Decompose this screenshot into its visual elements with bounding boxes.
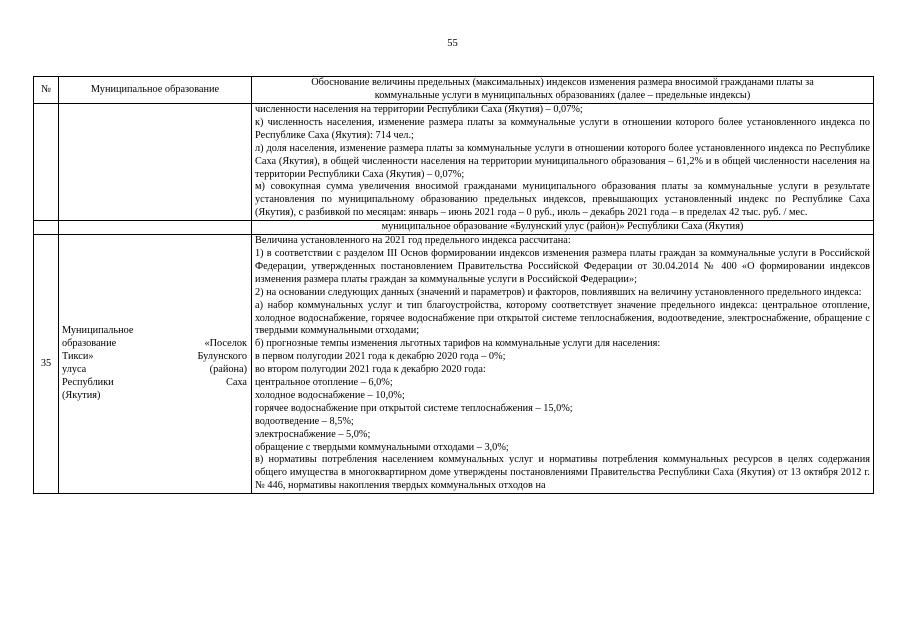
row-35-line-10: горячее водоснабжение при открытой системе теплоснабжения – 15,0%; [255,402,573,414]
row-35-line-3: 2) на основании следующих данных (значений и параметров) и факторов, повлиявших на величину установленного предельного индекса: [255,286,862,298]
table-section-row [34,221,874,235]
continued-line-2: к) численность населения, изменение размера платы за коммунальные услуги в отношении которого более установленного индекса по Республике Саха (Якутия): 714 чел.; [255,116,870,141]
table-row-continued [34,104,874,221]
row-35-line-8: центральное отопление – 6,0%; [255,377,393,389]
row-35-line-9: холодное водоснабжение – 10,0%; [255,389,405,401]
header-municipality: Муниципальное образование [59,77,252,104]
row-35-line-6: в первом полугодии 2021 года к декабрю 2020 года – 0%; [255,351,506,363]
cell-number-empty [34,104,59,221]
row-35-line-2: 1) в соответствии с разделом III Основ формировании индексов изменения размера платы граждан за коммунальные услуги в Российской Федерации, утвержденных постановлением Правительства Российской Федерации от 30.04.2014 № 400 «О формировании индексов изменения размера платы граждан за коммунальные услуги в Российской Федерации»; [255,247,870,285]
section-title: муниципальное образование «Булунский улус (район)» Республики Саха (Якутия) [252,221,874,235]
row-35-line-7: во втором полугодии 2021 года к декабрю 2020 года: [255,364,486,376]
header-justification [252,77,874,104]
row-35-justification [252,235,874,494]
row-35-municipality [59,235,252,494]
row-35-line-14: в) нормативы потребления населением коммунальных услуг и нормативы потребления коммунальных ресурсов в целях содержания общего имущества в многоквартирном доме утверждены постановлениями Правительства Республики Саха (Якутия) от 13 октября 2012 г. № 446, нормативы накопления твердых коммунальных отходов на [255,454,870,492]
row-35-municipality-line-1: Муниципальное [62,325,134,337]
table-header-row [34,77,874,104]
row-35-line-13: обращение с твердыми коммунальными отходами – 3,0%; [255,441,509,453]
row-35-line-4: а) набор коммунальных услуг и тип благоустройства, которому соответствует значение предельного индекса: центральное отопление, холодное водоснабжение, горячее водоснабжение при открытой системе теплоснабжения, водоотведение, электроснабжение, обращение с твердыми коммунальными отходами; [255,299,870,337]
section-cell-number-empty [34,221,59,235]
row-35-municipality-line-6: (Якутия) [62,389,101,401]
cell-municipality-empty [59,104,252,221]
continued-line-1: численности населения на территории Республики Саха (Якутия) – 0,07%; [255,104,583,115]
cell-justification-continued [252,104,874,221]
page-number: 55 [447,38,458,49]
table-row-35 [34,235,874,494]
row-35-number: 35 [34,235,59,494]
continued-line-4: м) совокупная сумма увеличения вносимой гражданами муниципального образования платы за коммунальные услуги в результате установления по муниципальному образованию предельных индексов, превышающих установленный индекс по Республике Саха (Якутия), с разбивкой по месяцам: январь – июнь 2021 года – 0 руб., июль – декабрь 2021 года – в пределах 42 тыс. руб. / мес. [255,181,870,219]
row-35-line-11: водоотведение – 8,5%; [255,415,354,427]
row-35-municipality-line-3: Тикси» Булунского [62,351,247,363]
indices-table [33,76,874,494]
header-justification-line-1: Обоснование величины предельных (максимальных) индексов изменения размера вносимой гражданами платы за [311,77,814,89]
row-35-line-5: б) прогнозные темпы изменения льготных тарифов на коммунальные услуги для населения: [255,338,661,350]
row-35-municipality-line-2: образование «Поселок [62,338,247,350]
row-35-line-1: Величина установленного на 2021 год предельного индекса рассчитана: [255,235,571,247]
header-justification-line-2: коммунальные услуги в муниципальных образованиях (далее – предельные индексы) [374,90,751,101]
continued-line-3: л) доля населения, изменение размера платы за коммунальные услуги в отношении которого более установленного индекса по Республике Саха (Якутия), в общей численности населения на территории муниципального образования – 61,2% и в общей численности населения на территории Республики Саха (Якутия) – 0,07%; [255,142,870,180]
section-cell-municipality-empty [59,221,252,235]
row-35-municipality-line-5: Республики Саха [62,377,247,389]
row-35-municipality-line-4: улуса (района) [62,364,247,376]
row-35-line-12: электроснабжение – 5,0%; [255,428,371,440]
header-number: № [34,77,59,104]
